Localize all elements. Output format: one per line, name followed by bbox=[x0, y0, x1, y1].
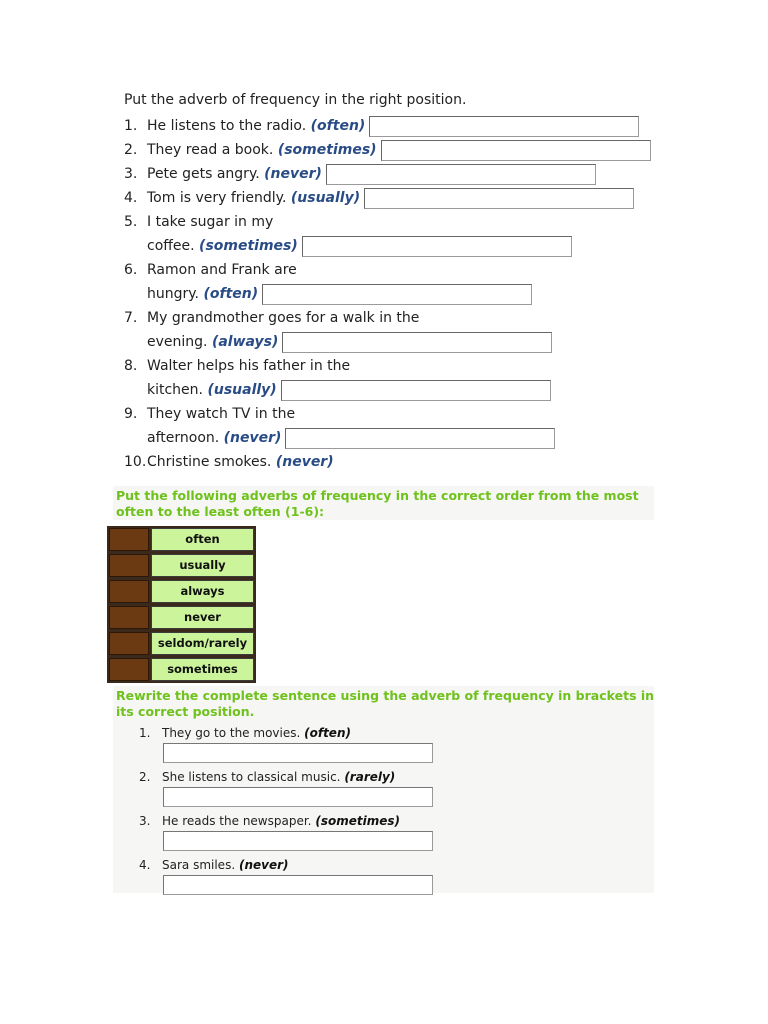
item-adverb: (usually) bbox=[290, 190, 361, 206]
answer-field[interactable] bbox=[302, 236, 572, 257]
exercise1-item bbox=[124, 162, 684, 186]
item-number: 10. bbox=[124, 454, 147, 470]
adverb-cell: often bbox=[151, 528, 254, 551]
adverb-cell: seldom/rarely bbox=[151, 632, 254, 655]
item-number: 1. bbox=[139, 726, 151, 740]
exercise2-heading: Put the following adverbs of frequency in the correct order from the most often to the least often (1-6): bbox=[116, 488, 639, 519]
order-number-slot[interactable] bbox=[109, 580, 149, 603]
order-row bbox=[108, 553, 255, 578]
order-number-slot[interactable] bbox=[109, 528, 149, 551]
order-table bbox=[107, 526, 256, 683]
item-number: 5. bbox=[124, 214, 138, 230]
adverb-cell: always bbox=[151, 580, 254, 603]
item-sentence: He listens to the radio. bbox=[147, 118, 307, 134]
order-row bbox=[108, 657, 255, 682]
adverb-cell: usually bbox=[151, 554, 254, 577]
item-adverb: (never) bbox=[223, 430, 282, 446]
exercise1-item bbox=[124, 354, 684, 402]
item-adverb: (sometimes) bbox=[277, 142, 377, 158]
item-sentence: They read a book. bbox=[147, 142, 274, 158]
rewrite-input[interactable] bbox=[163, 875, 433, 895]
answer-field[interactable] bbox=[326, 164, 596, 185]
order-number-slot[interactable] bbox=[109, 632, 149, 655]
order-number-slot[interactable] bbox=[109, 658, 149, 681]
item-sentence: Christine smokes. bbox=[147, 454, 272, 470]
exercise1-item bbox=[124, 114, 684, 138]
exercise1-item bbox=[124, 138, 684, 162]
exercise3-heading: Rewrite the complete sentence using the adverb of frequency in brackets in its correct position. bbox=[116, 688, 655, 719]
adverb-cell: sometimes bbox=[151, 658, 254, 681]
answer-field[interactable] bbox=[281, 380, 551, 401]
exercise3-list bbox=[139, 722, 651, 898]
item-number: 9. bbox=[124, 406, 138, 422]
exercise3-item bbox=[139, 766, 651, 810]
item-number: 6. bbox=[124, 262, 138, 278]
exercise1-instruction: Put the adverb of frequency in the right position. bbox=[124, 92, 467, 108]
exercise3-item bbox=[139, 722, 651, 766]
exercise3-item bbox=[139, 810, 651, 854]
item-sentence: I take sugar in my bbox=[147, 214, 274, 230]
item-adverb: (rarely) bbox=[344, 770, 396, 784]
item-number: 2. bbox=[124, 142, 138, 158]
exercise1-item bbox=[124, 186, 684, 210]
order-number-slot[interactable] bbox=[109, 606, 149, 629]
exercise1-list bbox=[124, 114, 684, 474]
rewrite-input[interactable] bbox=[163, 743, 433, 763]
answer-field[interactable] bbox=[369, 116, 639, 137]
item-number: 4. bbox=[124, 190, 138, 206]
item-adverb: (never) bbox=[238, 858, 289, 872]
answer-field[interactable] bbox=[285, 428, 555, 449]
item-adverb: (never) bbox=[264, 166, 322, 182]
item-number: 4. bbox=[139, 858, 151, 872]
item-sentence-continued: coffee. bbox=[147, 238, 195, 254]
exercise1-item bbox=[124, 402, 684, 450]
item-number: 3. bbox=[124, 166, 138, 182]
item-number: 1. bbox=[124, 118, 138, 134]
item-sentence: Walter helps his father in the bbox=[147, 358, 351, 374]
item-sentence: They watch TV in the bbox=[147, 406, 296, 422]
item-sentence: Tom is very friendly. bbox=[147, 190, 287, 206]
item-sentence: They go to the movies. bbox=[162, 726, 301, 740]
order-row bbox=[108, 605, 255, 630]
answer-field[interactable] bbox=[364, 188, 634, 209]
rewrite-input[interactable] bbox=[163, 787, 433, 807]
exercise1-item bbox=[124, 450, 684, 474]
answer-field[interactable] bbox=[381, 140, 651, 161]
exercise3-item bbox=[139, 854, 651, 898]
item-adverb: (always) bbox=[211, 334, 279, 350]
item-adverb: (often) bbox=[203, 286, 259, 302]
rewrite-input[interactable] bbox=[163, 831, 433, 851]
exercise1-item bbox=[124, 258, 684, 306]
order-row bbox=[108, 631, 255, 656]
item-sentence: He reads the newspaper. bbox=[162, 814, 312, 828]
item-sentence-continued: afternoon. bbox=[147, 430, 220, 446]
item-adverb: (sometimes) bbox=[199, 238, 298, 254]
item-sentence-continued: kitchen. bbox=[147, 382, 203, 398]
item-sentence: Ramon and Frank are bbox=[147, 262, 297, 278]
item-sentence: Pete gets angry. bbox=[147, 166, 260, 182]
answer-field[interactable] bbox=[262, 284, 532, 305]
item-adverb: (often) bbox=[310, 118, 366, 134]
order-row bbox=[108, 527, 255, 552]
item-number: 2. bbox=[139, 770, 151, 784]
item-number: 3. bbox=[139, 814, 151, 828]
item-sentence-continued: hungry. bbox=[147, 286, 200, 302]
item-adverb: (usually) bbox=[207, 382, 277, 398]
item-sentence-continued: evening. bbox=[147, 334, 208, 350]
answer-field[interactable] bbox=[282, 332, 552, 353]
adverb-cell: never bbox=[151, 606, 254, 629]
item-number: 8. bbox=[124, 358, 138, 374]
order-number-slot[interactable] bbox=[109, 554, 149, 577]
order-row bbox=[108, 579, 255, 604]
item-sentence: Sara smiles. bbox=[162, 858, 236, 872]
item-adverb: (sometimes) bbox=[315, 814, 400, 828]
exercise1-item bbox=[124, 306, 684, 354]
item-sentence: My grandmother goes for a walk in the bbox=[147, 310, 420, 326]
item-sentence: She listens to classical music. bbox=[162, 770, 341, 784]
exercise1-item bbox=[124, 210, 684, 258]
item-adverb: (often) bbox=[304, 726, 351, 740]
item-number: 7. bbox=[124, 310, 138, 326]
item-adverb: (never) bbox=[275, 454, 334, 470]
